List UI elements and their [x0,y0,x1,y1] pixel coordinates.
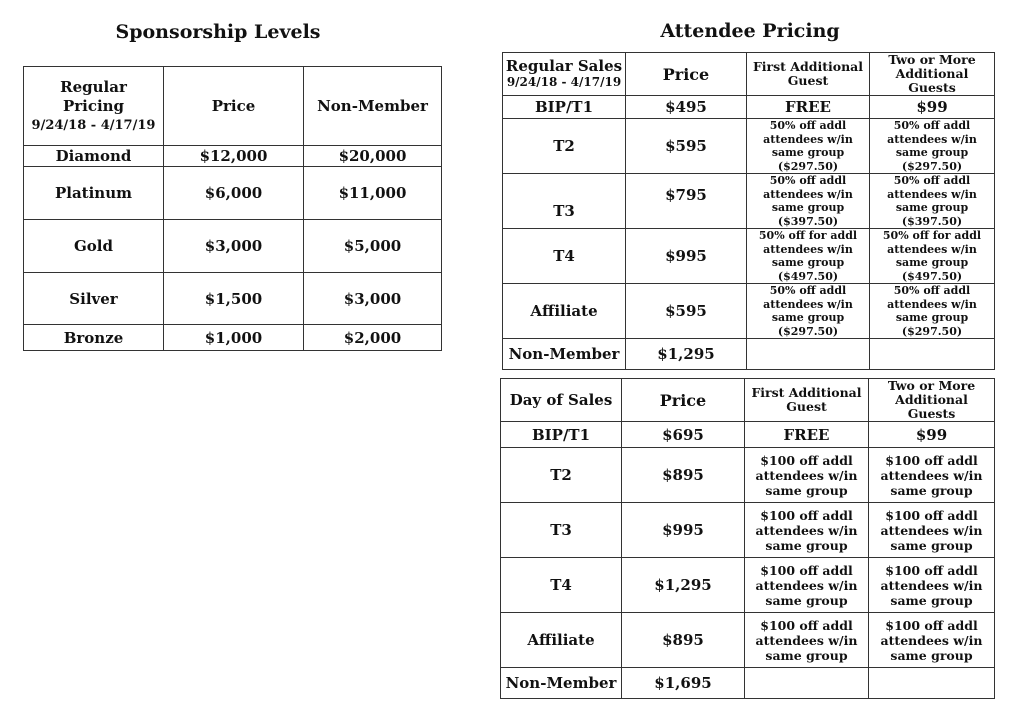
table-row [501,448,995,503]
table-row [501,668,995,699]
day-of-header-row [501,379,995,422]
discount-line: same group [890,592,973,608]
level-price: $1,000 [164,325,304,351]
two-more-header [869,379,995,422]
first-guest-value [745,503,869,558]
first-guest-value [745,668,869,699]
level-non-member-price: $11,000 [304,167,442,220]
discount-line: 50% off addl [769,174,847,187]
discount-line: same group [895,256,969,269]
price-header: Price [622,379,745,422]
first-guest-header [745,379,869,422]
first-guest-value: FREE [747,96,870,119]
discount-line: attendees w/in [887,242,977,256]
table-row [24,220,442,273]
discount-line: same group [765,537,848,553]
two-more-value: $99 [870,96,995,119]
discount-amount: ($497.50) [777,269,839,283]
first-guest-value [747,229,870,284]
tier-name: BIP/T1 [501,422,622,448]
table-row [503,174,995,229]
discount-line: attendees w/in [880,632,983,648]
regular-sales-label: Regular Sales [505,57,623,75]
discount-line: $100 off addl [885,617,978,633]
level-price: $1,500 [164,273,304,325]
discount-line: same group [765,647,848,663]
discount-line: attendees w/in [880,522,983,538]
table-row [503,339,995,370]
discount-line: same group [771,256,845,269]
discount-line: $100 off addl [885,452,978,468]
discount-line: attendees w/in [887,297,977,311]
table-row [501,558,995,613]
tier-price: $895 [622,613,745,668]
tier-name: T2 [501,448,622,503]
discount-line: same group [765,482,848,498]
table-row [503,119,995,174]
discount-line: attendees w/in [755,522,858,538]
price-header: Price [164,67,304,146]
discount-amount: ($397.50) [777,214,839,228]
tier-name: Non-Member [501,668,622,699]
tier-name: T4 [503,229,626,284]
first-guest-value [745,448,869,503]
discount-amount: ($397.50) [901,214,963,228]
regular-header-row [503,53,995,96]
level-price: $12,000 [164,146,304,167]
first-guest-header [747,53,870,96]
discount-line: same group [895,201,969,214]
discount-line: attendees w/in [763,187,853,201]
tier-name: Affiliate [503,284,626,339]
tier-price: $995 [622,503,745,558]
table-row [501,422,995,448]
two-more-value [870,339,995,370]
two-more-value [869,558,995,613]
table-row [503,229,995,284]
tier-price: $595 [626,284,747,339]
level-non-member-price: $3,000 [304,273,442,325]
first-guest-value [745,613,869,668]
discount-line: $100 off addl [760,507,853,523]
table-row [501,613,995,668]
discount-amount: ($297.50) [777,324,839,338]
discount-line: 50% off for addl [882,229,982,242]
period-label-1: Regular [60,77,127,96]
discount-amount: ($297.50) [901,159,963,173]
non-member-header: Non-Member [304,67,442,146]
level-non-member-price: $20,000 [304,146,442,167]
first-guest-label-2: Guest [786,399,827,414]
two-more-value [869,503,995,558]
day-of-sales-header: Day of Sales [501,379,622,422]
two-more-label-1: Two or More [887,378,976,393]
discount-line: same group [771,146,845,159]
day-of-sales-table [500,378,995,699]
sponsorship-title: Sponsorship Levels [115,21,321,43]
discount-amount: ($297.50) [901,324,963,338]
discount-line: attendees w/in [763,242,853,256]
first-guest-value [747,339,870,370]
tier-name: T3 [501,503,622,558]
table-row [24,325,442,351]
discount-line: attendees w/in [880,577,983,593]
regular-sales-header [503,53,626,96]
two-more-value [870,229,995,284]
table-row [24,167,442,220]
discount-line: same group [895,146,969,159]
price-header: Price [626,53,747,96]
discount-line: 50% off addl [893,284,971,297]
discount-line: attendees w/in [763,132,853,146]
tier-price: $595 [626,119,747,174]
first-guest-value [747,284,870,339]
level-price: $3,000 [164,220,304,273]
tier-name: Non-Member [503,339,626,370]
period-header [24,67,164,146]
level-price: $6,000 [164,167,304,220]
discount-line: attendees w/in [755,577,858,593]
level-name: Bronze [24,325,164,351]
table-row [24,146,442,167]
discount-line: $100 off addl [760,562,853,578]
tier-price: $995 [626,229,747,284]
level-name: Platinum [24,167,164,220]
discount-line: attendees w/in [887,187,977,201]
first-guest-value: FREE [745,422,869,448]
discount-line: 50% off addl [893,119,971,132]
two-more-value [870,284,995,339]
discount-line: $100 off addl [885,562,978,578]
discount-line: same group [890,647,973,663]
period-label-2: Pricing [62,96,125,115]
tier-name: Affiliate [501,613,622,668]
discount-line: $100 off addl [760,452,853,468]
first-guest-label-1: First Additional [752,59,864,74]
tier-price: $495 [626,96,747,119]
discount-line: 50% off for addl [758,229,858,242]
level-name: Silver [24,273,164,325]
discount-line: same group [895,311,969,324]
discount-line: same group [771,201,845,214]
first-guest-value [747,174,870,229]
table-row [503,284,995,339]
level-name: Gold [24,220,164,273]
discount-amount: ($497.50) [901,269,963,283]
period-dates: 9/24/18 - 4/17/19 [31,117,156,133]
discount-line: same group [771,311,845,324]
first-guest-value [745,558,869,613]
two-more-value [869,613,995,668]
attendee-title: Attendee Pricing [660,20,840,42]
regular-sales-table [502,52,995,370]
discount-line: attendees w/in [880,467,983,483]
discount-line: $100 off addl [885,507,978,523]
regular-sales-dates: 9/24/18 - 4/17/19 [506,75,622,89]
two-more-value [870,174,995,229]
discount-line: 50% off addl [769,284,847,297]
level-name: Diamond [24,146,164,167]
table-row [501,503,995,558]
tier-price: $895 [622,448,745,503]
two-more-value [869,668,995,699]
sponsorship-header-row [24,67,442,146]
discount-line: attendees w/in [755,467,858,483]
discount-line: attendees w/in [887,132,977,146]
discount-line: same group [765,592,848,608]
first-guest-label-1: First Additional [751,385,862,400]
level-non-member-price: $2,000 [304,325,442,351]
table-row [24,273,442,325]
tier-name: T4 [501,558,622,613]
tier-price: $795 [626,174,747,229]
discount-line: attendees w/in [763,297,853,311]
first-guest-label-2: Guest [787,73,829,88]
two-more-header [870,53,995,96]
discount-line: same group [890,482,973,498]
level-non-member-price: $5,000 [304,220,442,273]
two-more-value: $99 [869,422,995,448]
first-guest-value [747,119,870,174]
tier-name: T3 [503,174,626,229]
tier-price: $695 [622,422,745,448]
discount-line: $100 off addl [760,617,853,633]
discount-line: 50% off addl [769,119,847,132]
two-more-value [870,119,995,174]
two-more-label-2: Additional Guests [895,392,968,421]
tier-name: T2 [503,119,626,174]
tier-price: $1,695 [622,668,745,699]
discount-line: same group [890,537,973,553]
tier-price: $1,295 [626,339,747,370]
sponsorship-table [23,66,442,351]
table-row [503,96,995,119]
tier-name: BIP/T1 [503,96,626,119]
discount-line: attendees w/in [755,632,858,648]
two-more-label-1: Two or More [888,52,976,67]
two-more-label-2: Additional Guests [895,66,969,95]
discount-amount: ($297.50) [777,159,839,173]
tier-price: $1,295 [622,558,745,613]
two-more-value [869,448,995,503]
discount-line: 50% off addl [893,174,971,187]
